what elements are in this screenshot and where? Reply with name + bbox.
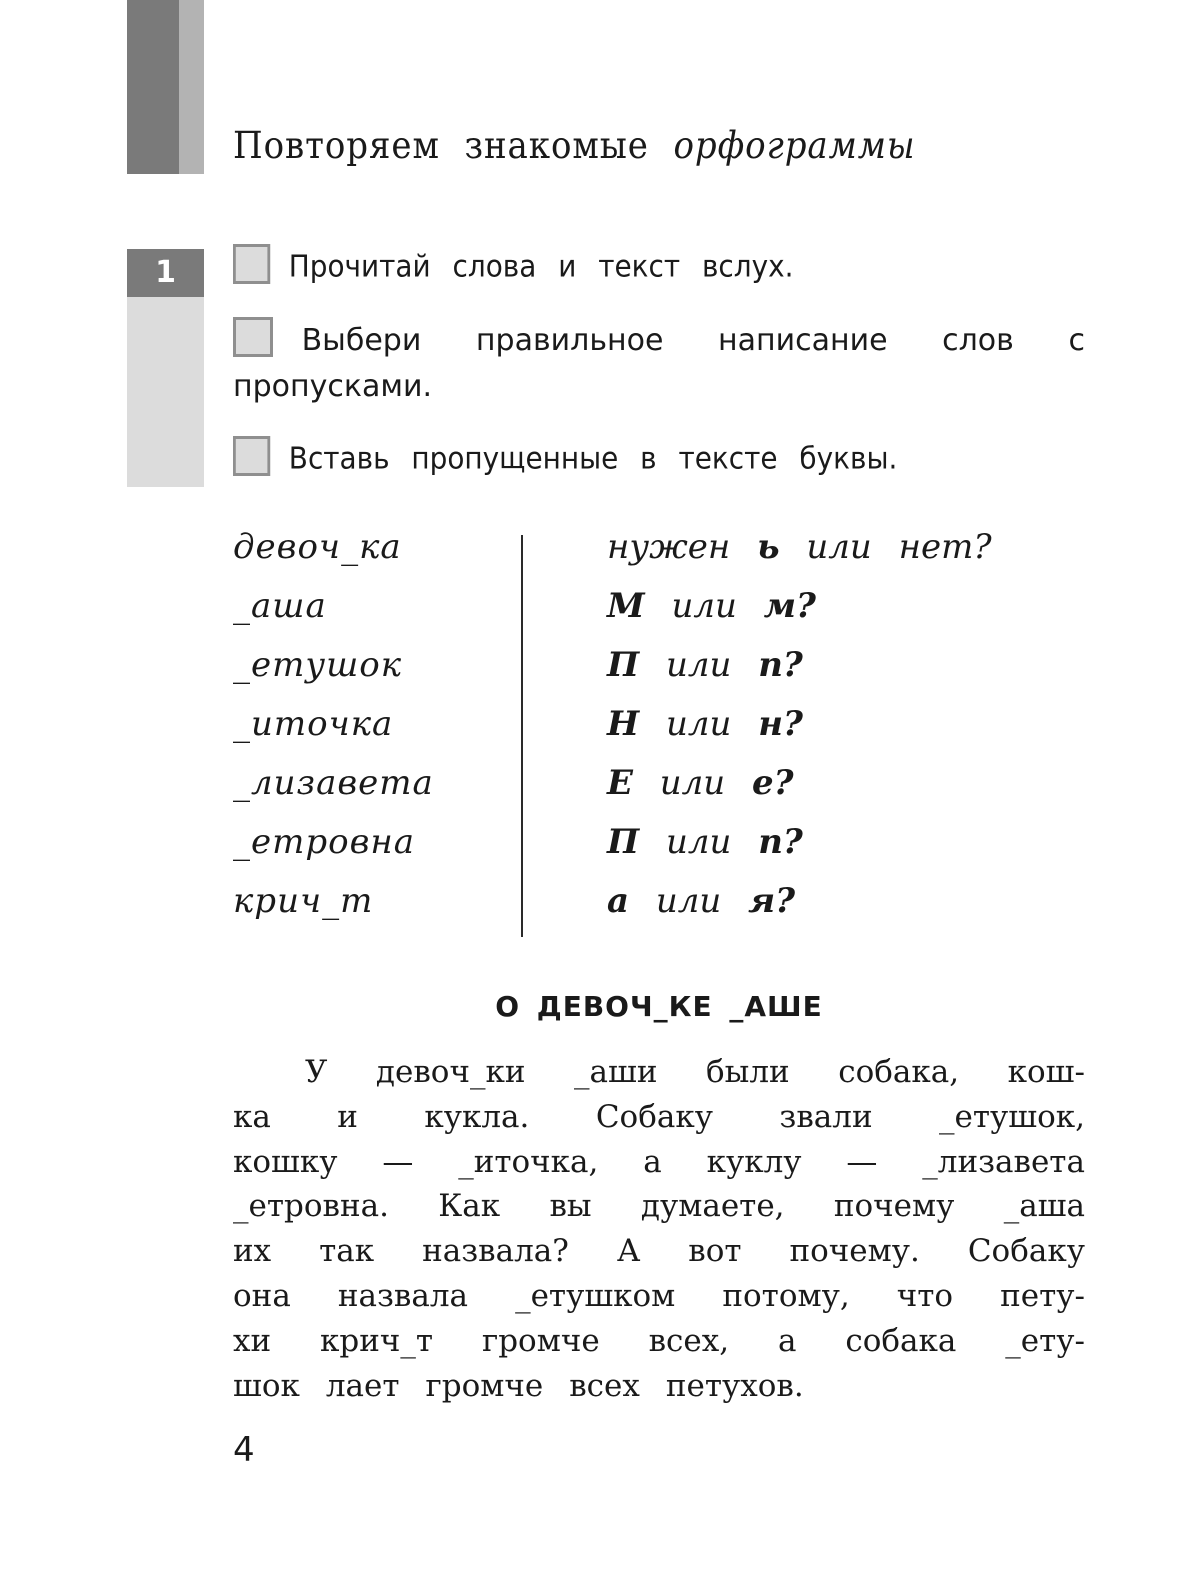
checkbox-insert[interactable] xyxy=(233,436,270,476)
hint-text: или xyxy=(671,586,737,626)
story-word: и xyxy=(337,1098,358,1135)
hint-letter: е? xyxy=(752,763,794,803)
story-word: хи xyxy=(233,1322,272,1359)
hint-letter: п? xyxy=(758,645,803,685)
story-word: собака, xyxy=(838,1054,960,1090)
story-word: назвала xyxy=(337,1277,469,1314)
story-word: А xyxy=(616,1233,641,1270)
hint-letter: я? xyxy=(748,881,796,921)
story-line xyxy=(233,1050,1085,1095)
instruction-word: правильное xyxy=(475,323,664,358)
instruction-choose xyxy=(233,318,1085,410)
story-word: — xyxy=(382,1143,414,1180)
hint-text: или xyxy=(665,645,732,685)
story-word: а xyxy=(643,1143,662,1180)
story-word: _аша xyxy=(1003,1188,1085,1225)
hint-letter: м? xyxy=(763,586,816,626)
spelling-hint xyxy=(607,645,803,685)
story-word: _етушком xyxy=(515,1277,676,1314)
story-word: звали xyxy=(779,1098,873,1135)
checkbox-choose[interactable] xyxy=(233,317,273,357)
hint-text: или xyxy=(655,881,722,921)
story-word: крич_т xyxy=(320,1322,434,1359)
task-side-strip xyxy=(127,297,204,487)
hint-letter: н? xyxy=(758,704,803,744)
word-with-gap: девоч_ка xyxy=(233,527,402,567)
story-word: почему. xyxy=(789,1233,920,1270)
story-word: шок xyxy=(233,1367,300,1404)
hint-letter: ь xyxy=(757,527,780,567)
instruction-word: написание xyxy=(718,323,888,358)
word-with-gap: крич_т xyxy=(233,881,374,921)
spelling-hint xyxy=(607,527,992,567)
story-word: их xyxy=(233,1233,272,1270)
hint-letter: п? xyxy=(758,822,803,862)
title-italic: орфограммы xyxy=(673,124,916,167)
story-word: она xyxy=(233,1277,291,1314)
story-word: так xyxy=(319,1233,375,1270)
story-line xyxy=(233,1364,1085,1409)
story-word: — xyxy=(846,1143,878,1180)
instruction-choose-line2: пропусками. xyxy=(233,369,433,404)
header-bar-dark xyxy=(127,0,179,174)
instruction-word: Выбери xyxy=(301,323,422,358)
story-word: _ету- xyxy=(1005,1322,1085,1359)
story-word: почему xyxy=(833,1188,955,1225)
story-line xyxy=(233,1184,1085,1229)
hint-text: или xyxy=(665,704,732,744)
story-word: ка xyxy=(233,1098,271,1135)
spelling-hint xyxy=(607,704,803,744)
story-word: собака xyxy=(845,1322,957,1359)
story-word: кош- xyxy=(1007,1054,1085,1090)
page-number: 4 xyxy=(233,1430,255,1470)
hint-text: нужен xyxy=(607,527,731,567)
story-text xyxy=(233,1050,1085,1408)
story-word: кошку xyxy=(233,1143,338,1180)
word-with-gap: _аша xyxy=(233,586,327,626)
hint-letter: Н xyxy=(607,704,640,744)
hint-text: или xyxy=(659,763,726,803)
spelling-hint xyxy=(607,763,794,803)
hint-letter: М xyxy=(607,586,645,626)
story-word: _етровна. xyxy=(233,1188,389,1225)
story-word: назвала? xyxy=(422,1233,569,1270)
task-number-badge: 1 xyxy=(127,249,204,297)
story-word: а xyxy=(777,1322,797,1359)
story-word: что xyxy=(896,1277,954,1314)
header-bar-light xyxy=(179,0,204,174)
story-word: думаете, xyxy=(640,1188,785,1225)
story-word: вот xyxy=(688,1233,742,1270)
hint-letter: П xyxy=(607,645,640,685)
story-line xyxy=(233,1319,1085,1364)
word-with-gap: _етровна xyxy=(233,822,416,862)
story-line xyxy=(233,1140,1085,1185)
instruction-insert-text: Вставь пропущенные в тексте буквы. xyxy=(288,441,898,477)
title-plain: Повторяем знакомые xyxy=(233,124,649,167)
story-word: У xyxy=(305,1054,328,1090)
story-word: всех, xyxy=(648,1322,730,1359)
instruction-word: слов xyxy=(942,323,1014,358)
story-line xyxy=(233,1274,1085,1319)
story-word: кукла. xyxy=(424,1098,530,1135)
word-with-gap: _етушок xyxy=(233,645,403,685)
hint-text: нет? xyxy=(898,527,992,567)
story-word: лает xyxy=(325,1367,400,1404)
instruction-word: с xyxy=(1068,323,1085,358)
word-with-gap: _лизавета xyxy=(233,763,434,803)
story-word: Собаку xyxy=(967,1233,1085,1270)
spelling-hint xyxy=(607,881,795,921)
word-with-gap: _иточка xyxy=(233,704,394,744)
story-word: петухов. xyxy=(665,1367,804,1404)
story-word: потому, xyxy=(722,1277,850,1314)
story-word: Собаку xyxy=(595,1098,713,1135)
hint-text: или xyxy=(665,822,732,862)
story-title: О ДЕВОЧ_КЕ _АШЕ xyxy=(495,990,823,1023)
instruction-read-text: Прочитай слова и текст вслух. xyxy=(288,249,794,285)
story-word: всех xyxy=(569,1367,640,1404)
story-line xyxy=(233,1095,1085,1140)
story-word: девоч_ки xyxy=(375,1054,526,1090)
story-word: пету- xyxy=(1000,1277,1085,1314)
spelling-hint xyxy=(607,586,816,626)
story-word: Как xyxy=(438,1188,501,1225)
hint-letter: а xyxy=(607,881,630,921)
story-word: _лизавета xyxy=(922,1143,1085,1180)
story-word: _етушок, xyxy=(939,1098,1085,1135)
instruction-read xyxy=(233,248,793,288)
hint-letter: П xyxy=(607,822,640,862)
hint-letter: Е xyxy=(607,763,633,803)
story-line xyxy=(233,1229,1085,1274)
story-word: куклу xyxy=(706,1143,802,1180)
story-word: были xyxy=(706,1054,790,1090)
page-title xyxy=(233,124,916,167)
story-word: громче xyxy=(481,1322,600,1359)
story-word: вы xyxy=(549,1188,592,1225)
story-word: громче xyxy=(425,1367,544,1404)
table-divider xyxy=(521,535,523,937)
spelling-hint xyxy=(607,822,803,862)
instruction-insert xyxy=(233,440,897,480)
checkbox-read[interactable] xyxy=(233,244,270,284)
story-word: _иточка, xyxy=(458,1143,599,1180)
hint-text: или xyxy=(806,527,872,567)
story-word: _аши xyxy=(574,1054,658,1090)
